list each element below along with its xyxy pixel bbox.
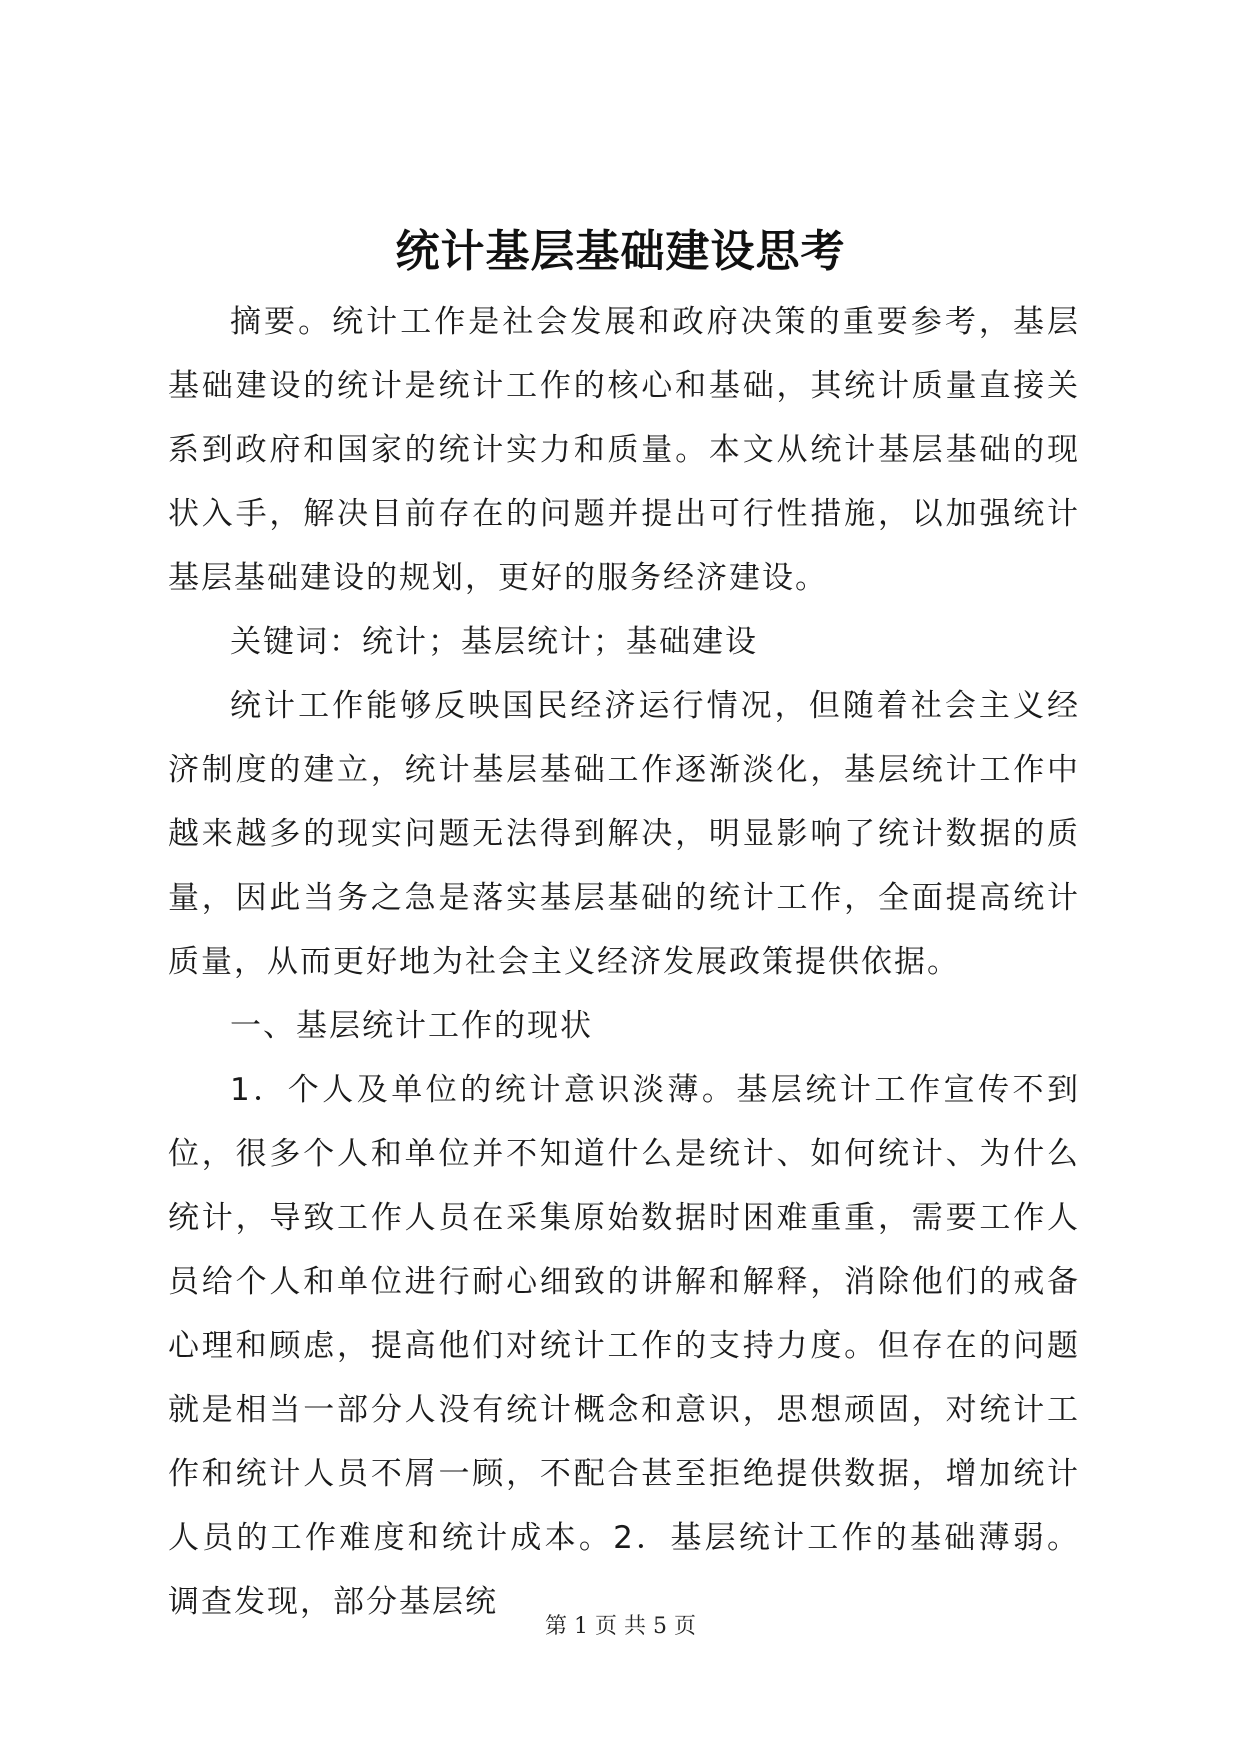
abstract-paragraph: 摘要。统计工作是社会发展和政府决策的重要参考，基层基础建设的统计是统计工作的核心和基础，其统计质量直接关系到政府和国家的统计实力和质量。本文从统计基层基础的现状入手，解决目前存在的问题并提出可行性措施，以加强统计基层基础建设的规划，更好的服务经济建设。 [168,304,1080,596]
section-heading: 一、基层统计工作的现状 [230,1008,593,1044]
body-paragraph: 1．个人及单位的统计意识淡薄。基层统计工作宣传不到位，很多个人和单位并不知道什么是统计、如何统计、为什么统计，导致工作人员在采集原始数据时困难重重，需要工作人员给个人和单位进行耐心细致的讲解和解释，消除他们的戒备心理和顾虑，提高他们对统计工作的支持力度。但存在的问题就是相当一部分人没有统计概念和意识，思想顽固，对统计工作和统计人员不屑一顾，不配合甚至拒绝提供数据，增加统计人员的工作难度和统计成本。2．基层统计工作的基础薄弱。调查发现，部分基层统 [168,1072,1080,1620]
document-title: 统计基层基础建设思考 [395,226,846,277]
document-body [168,290,1080,1634]
keywords-paragraph: 关键词：统计；基层统计；基础建设 [230,624,758,660]
intro-paragraph: 统计工作能够反映国民经济运行情况，但随着社会主义经济制度的建立，统计基层基础工作逐渐淡化，基层统计工作中越来越多的现实问题无法得到解决，明显影响了统计数据的质量，因此当务之急是落实基层基础的统计工作，全面提高统计质量，从而更好地为社会主义经济发展政策提供依据。 [168,688,1080,980]
page-footer: 第 1 页 共 5 页 [545,1614,696,1639]
